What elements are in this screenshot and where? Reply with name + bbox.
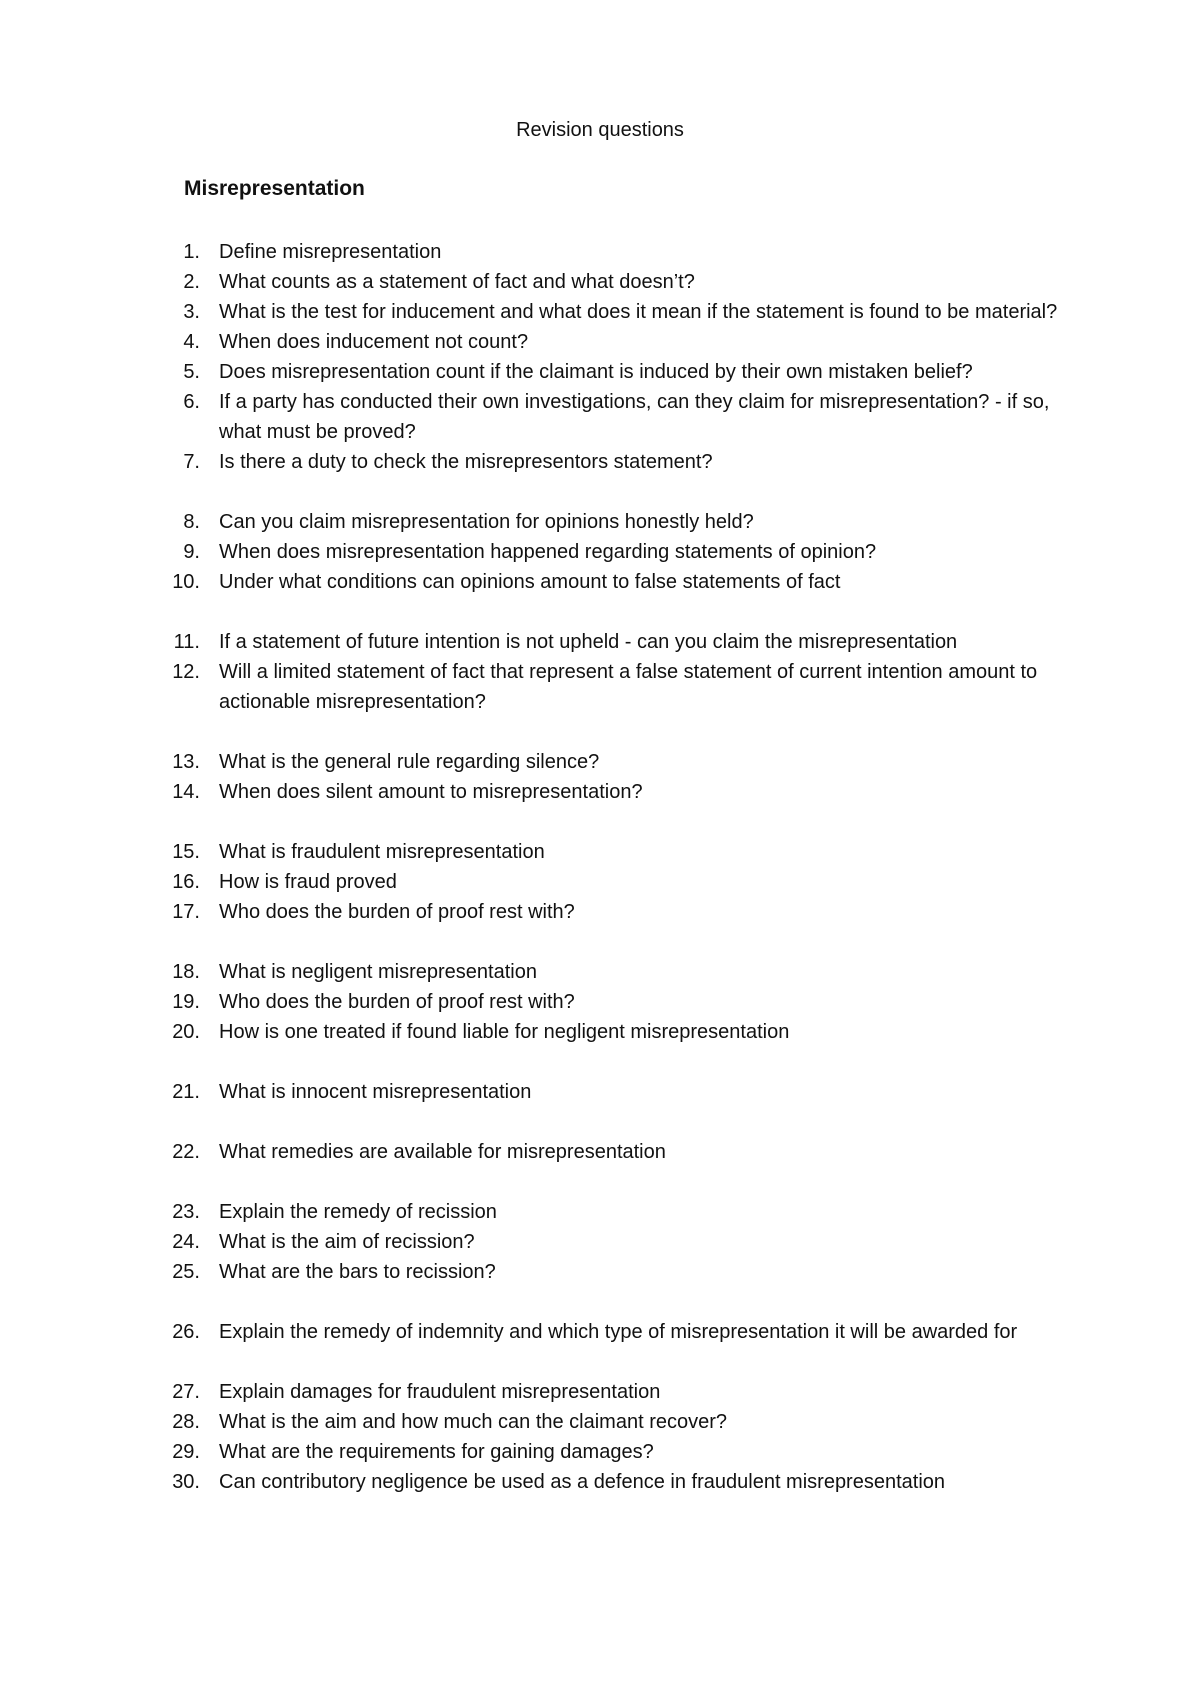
question-text: Who does the burden of proof rest with? — [219, 901, 575, 923]
question-text: When does misrepresentation happened regarding statements of opinion? — [219, 541, 877, 563]
question-number: 4. — [183, 331, 200, 353]
question-text: Can contributory negligence be used as a defence in fraudulent misrepresentation — [219, 1471, 946, 1493]
question-item — [0, 867, 1200, 897]
question-number: 23. — [172, 1201, 200, 1223]
question-text: Who does the burden of proof rest with? — [219, 991, 575, 1013]
question-number: 12. — [172, 661, 200, 683]
question-item — [0, 1137, 1200, 1167]
question-item — [0, 357, 1200, 387]
question-item — [0, 1377, 1200, 1407]
question-text: What is the aim of recission? — [219, 1231, 475, 1253]
question-number: 28. — [172, 1411, 200, 1433]
question-item — [0, 507, 1200, 537]
question-text: Does misrepresentation count if the claimant is induced by their own mistaken belief? — [219, 361, 973, 383]
question-number: 17. — [172, 901, 200, 923]
question-number: 30. — [172, 1471, 200, 1493]
document-title: Revision questions — [516, 119, 684, 141]
question-item — [0, 387, 1200, 447]
question-item — [0, 777, 1200, 807]
question-item — [0, 897, 1200, 927]
question-number: 25. — [172, 1261, 200, 1283]
question-number: 13. — [172, 751, 200, 773]
question-list — [0, 237, 1200, 1497]
question-text: Can you claim misrepresentation for opinions honestly held? — [219, 511, 754, 533]
question-text: If a statement of future intention is not upheld - can you claim the misrepresentation — [219, 631, 958, 653]
question-text: What is negligent misrepresentation — [219, 961, 537, 983]
question-item — [0, 327, 1200, 357]
question-text: How is fraud proved — [219, 871, 397, 893]
question-text: What are the requirements for gaining damages? — [219, 1441, 654, 1463]
question-number: 27. — [172, 1381, 200, 1403]
question-number: 5. — [183, 361, 200, 383]
question-number: 21. — [172, 1081, 200, 1103]
question-text: What counts as a statement of fact and what doesn’t? — [219, 271, 695, 293]
question-text: When does silent amount to misrepresentation? — [219, 781, 643, 803]
question-number: 18. — [172, 961, 200, 983]
question-item — [0, 1197, 1200, 1227]
question-item — [0, 837, 1200, 867]
question-number: 26. — [172, 1321, 200, 1343]
question-number: 6. — [183, 391, 200, 413]
question-number: 1. — [183, 241, 200, 263]
question-text: What is the aim and how much can the claimant recover? — [219, 1411, 728, 1433]
question-item — [0, 1227, 1200, 1257]
question-text: What is innocent misrepresentation — [219, 1081, 532, 1103]
question-item — [0, 447, 1200, 477]
question-number: 20. — [172, 1021, 200, 1043]
question-item — [0, 1467, 1200, 1497]
question-number: 10. — [172, 571, 200, 593]
question-text: What remedies are available for misrepresentation — [219, 1141, 666, 1163]
question-number: 19. — [172, 991, 200, 1013]
question-item — [0, 747, 1200, 777]
question-text: What is the general rule regarding silence? — [219, 751, 600, 773]
question-item — [0, 957, 1200, 987]
question-item — [0, 267, 1200, 297]
question-item — [0, 1437, 1200, 1467]
question-item — [0, 987, 1200, 1017]
question-text: What are the bars to recission? — [219, 1261, 496, 1283]
question-text: Will a limited statement of fact that represent a false statement of current intention amount to actionable misrepresentation? — [219, 661, 1038, 713]
question-text: What is the test for inducement and what does it mean if the statement is found to be material? — [219, 301, 1058, 323]
question-number: 24. — [172, 1231, 200, 1253]
question-item — [0, 1077, 1200, 1107]
question-number: 8. — [183, 511, 200, 533]
question-number: 16. — [172, 871, 200, 893]
question-text: Under what conditions can opinions amount to false statements of fact — [219, 571, 841, 593]
question-text: Define misrepresentation — [219, 241, 442, 263]
question-number: 14. — [172, 781, 200, 803]
question-number: 9. — [183, 541, 200, 563]
question-item — [0, 1017, 1200, 1047]
question-text: What is fraudulent misrepresentation — [219, 841, 545, 863]
question-number: 15. — [172, 841, 200, 863]
question-item — [0, 237, 1200, 267]
question-text: How is one treated if found liable for negligent misrepresentation — [219, 1021, 790, 1043]
question-text: Explain the remedy of indemnity and which type of misrepresentation it will be awarded for — [219, 1321, 1018, 1343]
question-text: Is there a duty to check the misrepresentors statement? — [219, 451, 713, 473]
question-text: Explain damages for fraudulent misrepresentation — [219, 1381, 661, 1403]
question-text: If a party has conducted their own investigations, can they claim for misrepresentation? - if so, what must be proved? — [219, 391, 1050, 443]
question-item — [0, 1317, 1200, 1347]
question-number: 2. — [183, 271, 200, 293]
question-item — [0, 567, 1200, 597]
question-item — [0, 627, 1200, 657]
question-item — [0, 657, 1200, 717]
question-item — [0, 297, 1200, 327]
question-item — [0, 1407, 1200, 1437]
question-number: 11. — [173, 631, 200, 653]
question-number: 29. — [172, 1441, 200, 1463]
question-item — [0, 537, 1200, 567]
question-item — [0, 1257, 1200, 1287]
section-heading: Misrepresentation — [184, 177, 365, 200]
question-number: 7. — [183, 451, 200, 473]
question-text: Explain the remedy of recission — [219, 1201, 497, 1223]
question-text: When does inducement not count? — [219, 331, 529, 353]
question-number: 3. — [183, 301, 200, 323]
question-number: 22. — [172, 1141, 200, 1163]
